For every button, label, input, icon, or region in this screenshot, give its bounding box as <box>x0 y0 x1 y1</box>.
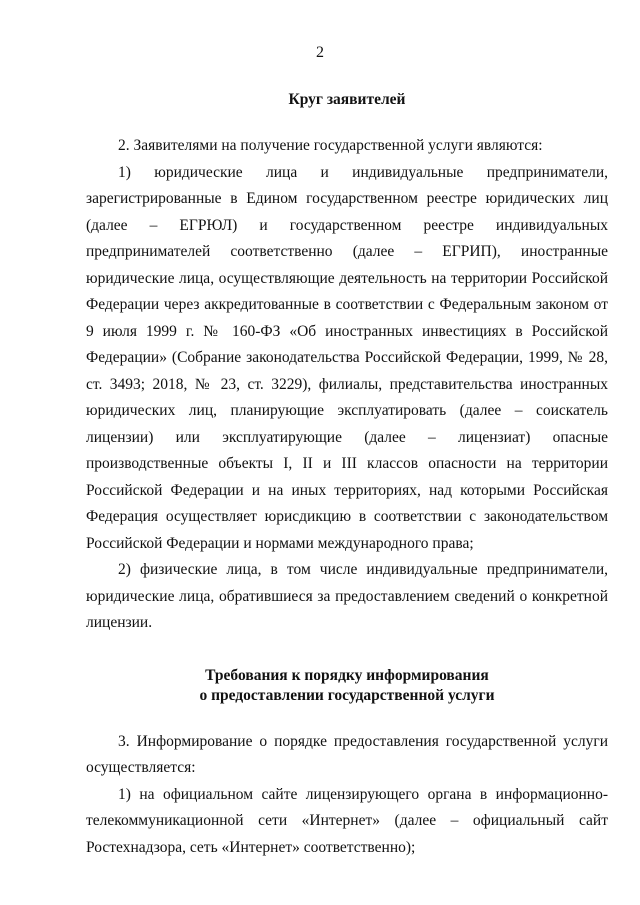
section-heading-informing-line1: Требования к порядку информирования <box>205 666 489 684</box>
paragraph-informing-intro: 3. Информирование о порядке предоставления государственной услуги осуществляется: <box>86 732 608 776</box>
paragraph-applicants-intro: 2. Заявителями на получение государственной услуги являются: <box>118 137 543 154</box>
paragraph-official-site: 1) на официальном сайте лицензирующего органа в информационно-телекоммуникационной сети «Интернет» (далее – официальный сайт Ростехнадзора, сеть «Интернет» соответственно); <box>86 785 608 856</box>
section-heading-applicants: Круг заявителей <box>288 91 406 108</box>
document-body <box>86 90 608 861</box>
paragraph-individuals: 2) физические лица, в том числе индивидуальные предприниматели, юридические лица, обратившиеся за предоставлением сведений о конкретной лицензии. <box>86 561 608 631</box>
section-heading-informing <box>86 666 608 706</box>
section-heading-informing-line2: о предоставлении государственной услуги <box>199 686 495 704</box>
page-number: 2 <box>316 44 324 61</box>
paragraph-legal-entities: 1) юридические лица и индивидуальные предприниматели, зарегистрированные в Едином государственном реестре юридических лиц (далее – ЕГРЮЛ) и государственном реестре индивидуальных предпринимателей соответственно (далее – ЕГРИП), иностранные юридические лица, осуществляющие деятельность на территории Российской Федерации через аккредитованные в соответствии с Федеральным законом от 9 июля 1999 г. № 160-ФЗ «Об иностранных инвестициях в Российской Федерации» (Собрание законодательства Российской Федерации, 1999, № 28, ст. 3493; 2018, № 23, ст. 3229), филиалы, представительства иностранных юридических лиц, планирующие эксплуатировать (далее – соискатель лицензии) или эксплуатирующие (далее – лицензиат) опасные производственные объекты I, II и III классов опасности на территории Российской Федерации и на иных территориях, над которыми Российская Федерация осуществляет юрисдикцию в соответствии с законодательством Российской Федерации и нормами международного права; <box>86 163 608 552</box>
